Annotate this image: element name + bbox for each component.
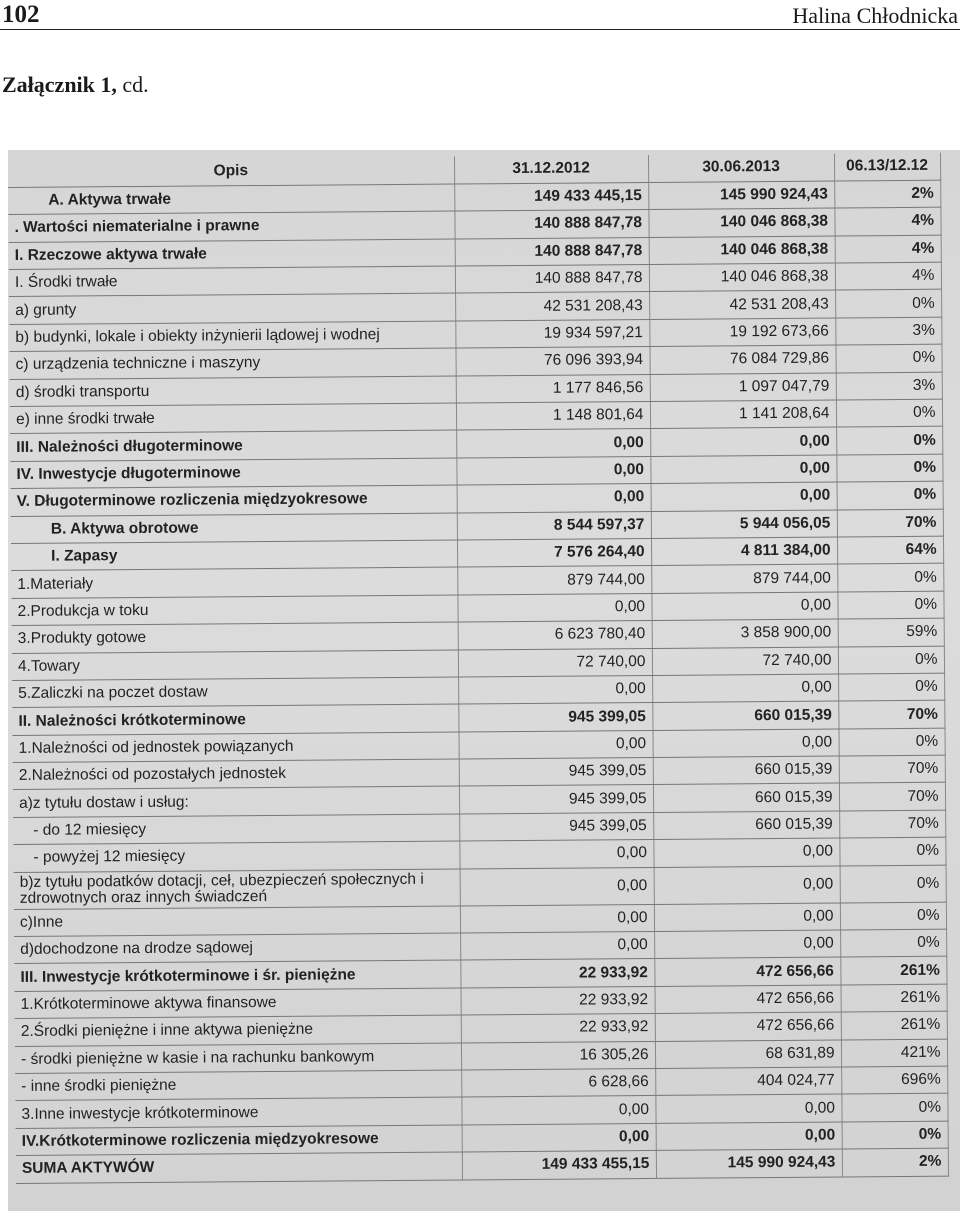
row-value-2013: 42 531 208,43 bbox=[649, 290, 835, 319]
row-value-2013: 879 744,00 bbox=[651, 564, 837, 593]
row-description: 2.Środki pieniężne i inne aktywa pieniężne bbox=[15, 1015, 461, 1046]
row-value-2013: 0,00 bbox=[652, 729, 838, 758]
row-ratio: 0% bbox=[836, 427, 942, 455]
row-ratio: 70% bbox=[837, 509, 943, 537]
row-ratio: 261% bbox=[841, 1011, 947, 1039]
row-value-2013: 140 046 868,38 bbox=[649, 236, 835, 265]
row-value-2012: 16 305,26 bbox=[461, 1041, 655, 1070]
page-number: 102 bbox=[2, 1, 40, 28]
row-value-2012: 1 177 846,56 bbox=[456, 374, 650, 403]
row-description: - powyżej 12 miesięcy bbox=[13, 841, 459, 872]
row-value-2012: 1 148 801,64 bbox=[456, 401, 650, 430]
row-value-2013: 0,00 bbox=[650, 427, 836, 456]
row-value-2012: 140 888 847,78 bbox=[455, 237, 649, 266]
column-header-description: Opis bbox=[8, 156, 454, 187]
row-value-2012: 22 933,92 bbox=[461, 986, 655, 1015]
row-description: 1.Krótkoterminowe aktywa finansowe bbox=[15, 988, 461, 1019]
row-description: I. Rzeczowe aktywa trwałe bbox=[9, 239, 455, 270]
row-description: A. Aktywa trwałe bbox=[8, 184, 454, 215]
row-value-2012: 0,00 bbox=[459, 840, 653, 869]
row-description: II. Należności krótkoterminowe bbox=[12, 704, 458, 735]
row-value-2013: 4 811 384,00 bbox=[651, 537, 837, 566]
row-description: 4.Towary bbox=[12, 650, 458, 681]
row-value-2013: 72 740,00 bbox=[652, 647, 838, 676]
row-value-2012: 8 544 597,37 bbox=[457, 511, 651, 540]
row-value-2012: 0,00 bbox=[461, 1096, 655, 1125]
row-ratio: 0% bbox=[837, 591, 943, 619]
row-value-2012: 149 433 445,15 bbox=[454, 182, 648, 211]
row-ratio: 0% bbox=[839, 837, 945, 865]
row-value-2012: 0,00 bbox=[460, 904, 654, 933]
row-description: d) środki transportu bbox=[10, 376, 456, 407]
appendix-suffix: cd. bbox=[122, 72, 149, 97]
row-ratio: 0% bbox=[836, 454, 942, 482]
row-ratio: 70% bbox=[839, 810, 945, 838]
row-value-2013: 140 046 868,38 bbox=[648, 208, 834, 237]
row-value-2013: 0,00 bbox=[650, 455, 836, 484]
row-value-2012: 22 933,92 bbox=[460, 959, 654, 988]
row-ratio: 0% bbox=[836, 399, 942, 427]
row-description: I. Środki trwałe bbox=[9, 266, 455, 297]
row-ratio: 0% bbox=[840, 865, 946, 903]
row-value-2012: 6 623 780,40 bbox=[458, 621, 652, 650]
row-value-2012: 0,00 bbox=[460, 931, 654, 960]
row-value-2012: 0,00 bbox=[456, 456, 650, 485]
row-ratio: 4% bbox=[834, 207, 940, 235]
row-description: b) budynki, lokale i obiekty inżynierii lądowej i wodnej bbox=[9, 321, 455, 352]
column-header-2012: 31.12.2012 bbox=[454, 155, 648, 184]
row-value-2013: 472 656,66 bbox=[655, 985, 841, 1014]
row-value-2012: 6 628,66 bbox=[461, 1068, 655, 1097]
row-value-2012: 140 888 847,78 bbox=[454, 210, 648, 239]
row-value-2013: 404 024,77 bbox=[655, 1067, 841, 1096]
row-description: SUMA AKTYWÓW bbox=[16, 1152, 462, 1183]
author-name: Halina Chłodnicka bbox=[792, 3, 958, 28]
row-value-2013: 0,00 bbox=[654, 903, 840, 932]
row-value-2013: 1 141 208,64 bbox=[650, 400, 836, 429]
row-value-2013: 0,00 bbox=[654, 866, 840, 904]
row-value-2013: 19 192 673,66 bbox=[649, 318, 835, 347]
balance-sheet-table bbox=[8, 153, 949, 1184]
row-ratio: 696% bbox=[841, 1066, 947, 1094]
row-value-2013: 660 015,39 bbox=[653, 811, 839, 840]
row-description: III. Należności długoterminowe bbox=[10, 430, 456, 461]
row-value-2012: 140 888 847,78 bbox=[455, 265, 649, 294]
row-value-2012: 0,00 bbox=[457, 484, 651, 513]
row-ratio: 64% bbox=[837, 536, 943, 564]
row-description: a)z tytułu dostaw i usług: bbox=[13, 786, 459, 817]
row-value-2012: 42 531 208,43 bbox=[455, 292, 649, 321]
row-description: d)dochodzone na drodze sądowej bbox=[14, 933, 460, 964]
row-value-2013: 0,00 bbox=[654, 930, 840, 959]
row-value-2013: 0,00 bbox=[651, 482, 837, 511]
row-value-2012: 0,00 bbox=[456, 429, 650, 458]
row-description: 3.Produkty gotowe bbox=[12, 622, 458, 653]
row-value-2012: 149 433 455,15 bbox=[462, 1151, 656, 1180]
row-description: - inne środki pieniężne bbox=[15, 1070, 461, 1101]
row-description: 1.Materiały bbox=[11, 567, 457, 598]
row-value-2013: 0,00 bbox=[652, 674, 838, 703]
row-value-2013: 660 015,39 bbox=[653, 756, 839, 785]
row-ratio: 0% bbox=[840, 929, 946, 957]
row-ratio: 70% bbox=[839, 755, 945, 783]
row-description: 2.Produkcja w toku bbox=[11, 595, 457, 626]
row-description: a) grunty bbox=[9, 293, 455, 324]
appendix-label: Załącznik 1, bbox=[2, 72, 117, 97]
row-ratio: 4% bbox=[835, 262, 941, 290]
row-ratio: 0% bbox=[837, 564, 943, 592]
row-value-2013: 3 858 900,00 bbox=[652, 619, 838, 648]
row-description: I. Zapasy bbox=[11, 540, 457, 571]
row-value-2012: 945 399,05 bbox=[459, 758, 653, 787]
row-ratio: 0% bbox=[838, 728, 944, 756]
row-value-2013: 0,00 bbox=[653, 838, 839, 867]
row-ratio: 421% bbox=[841, 1039, 947, 1067]
row-ratio: 0% bbox=[841, 1094, 947, 1122]
row-value-2012: 945 399,05 bbox=[458, 703, 652, 732]
row-value-2013: 0,00 bbox=[651, 592, 837, 621]
row-value-2013: 76 084 729,86 bbox=[649, 345, 835, 374]
row-ratio: 0% bbox=[837, 481, 943, 509]
row-value-2012: 7 576 264,40 bbox=[457, 538, 651, 567]
row-value-2012: 0,00 bbox=[457, 593, 651, 622]
row-value-2013: 5 944 056,05 bbox=[651, 510, 837, 539]
row-description: c) urządzenia techniczne i maszyny bbox=[10, 348, 456, 379]
row-description: IV. Inwestycje długoterminowe bbox=[10, 458, 456, 489]
row-ratio: 3% bbox=[835, 317, 941, 345]
row-value-2012: 19 934 597,21 bbox=[455, 319, 649, 348]
row-ratio: 261% bbox=[841, 984, 947, 1012]
row-description: b)z tytułu podatków dotacji, ceł, ubezpieczeń społecznych i zdrowotnych oraz innych świadczeń bbox=[14, 869, 460, 910]
column-header-ratio: 06.13/12.12 bbox=[834, 153, 940, 181]
column-header-2013: 30.06.2013 bbox=[648, 154, 834, 183]
row-value-2012: 76 096 393,94 bbox=[455, 347, 649, 376]
row-value-2012: 72 740,00 bbox=[458, 648, 652, 677]
row-value-2012: 22 933,92 bbox=[461, 1014, 655, 1043]
row-ratio: 0% bbox=[838, 646, 944, 674]
row-description: - środki pieniężne w kasie i na rachunku bankowym bbox=[15, 1043, 461, 1074]
row-value-2013: 660 015,39 bbox=[652, 701, 838, 730]
row-ratio: 70% bbox=[839, 783, 945, 811]
row-value-2012: 879 744,00 bbox=[457, 566, 651, 595]
row-description: V. Długoterminowe rozliczenia międzyokresowe bbox=[11, 485, 457, 516]
page-header bbox=[0, 0, 960, 30]
appendix-caption bbox=[2, 72, 149, 98]
row-description: 3.Inne inwestycje krótkoterminowe bbox=[15, 1097, 461, 1128]
row-value-2013: 472 656,66 bbox=[654, 957, 840, 986]
row-description: 5.Zaliczki na poczet dostaw bbox=[12, 677, 458, 708]
row-value-2013: 0,00 bbox=[655, 1094, 841, 1123]
row-description: - do 12 miesięcy bbox=[13, 814, 459, 845]
row-value-2013: 660 015,39 bbox=[653, 783, 839, 812]
row-value-2013: 140 046 868,38 bbox=[649, 263, 835, 292]
row-description: 1.Należności od jednostek powiązanych bbox=[13, 732, 459, 763]
row-description: III. Inwestycje krótkoterminowe i śr. pieniężne bbox=[14, 960, 460, 991]
row-description: . Wartości niematerialne i prawne bbox=[8, 211, 454, 242]
row-ratio: 2% bbox=[834, 180, 940, 208]
row-ratio: 59% bbox=[838, 618, 944, 646]
row-value-2013: 0,00 bbox=[656, 1122, 842, 1151]
row-ratio: 261% bbox=[840, 957, 946, 985]
row-ratio: 0% bbox=[840, 902, 946, 930]
row-ratio: 0% bbox=[835, 344, 941, 372]
row-ratio: 4% bbox=[835, 235, 941, 263]
row-value-2013: 472 656,66 bbox=[655, 1012, 841, 1041]
row-value-2012: 945 399,05 bbox=[459, 812, 653, 841]
scanned-table-image bbox=[8, 150, 960, 1211]
row-description: 2.Należności od pozostałych jednostek bbox=[13, 759, 459, 790]
row-ratio: 2% bbox=[842, 1148, 948, 1176]
row-value-2013: 145 990 924,43 bbox=[648, 181, 834, 210]
row-ratio: 0% bbox=[842, 1121, 948, 1149]
row-value-2013: 1 097 047,79 bbox=[650, 373, 836, 402]
row-description: B. Aktywa obrotowe bbox=[11, 513, 457, 544]
row-value-2012: 0,00 bbox=[459, 730, 653, 759]
table-body bbox=[8, 180, 948, 1183]
row-description: e) inne środki trwałe bbox=[10, 403, 456, 434]
row-description: c)Inne bbox=[14, 906, 460, 937]
row-value-2012: 0,00 bbox=[462, 1123, 656, 1152]
row-ratio: 3% bbox=[836, 372, 942, 400]
row-value-2012: 0,00 bbox=[460, 867, 654, 906]
row-ratio: 70% bbox=[838, 700, 944, 728]
row-ratio: 0% bbox=[838, 673, 944, 701]
row-ratio: 0% bbox=[835, 290, 941, 318]
row-value-2012: 0,00 bbox=[458, 675, 652, 704]
row-value-2013: 68 631,89 bbox=[655, 1040, 841, 1069]
row-value-2012: 945 399,05 bbox=[459, 785, 653, 814]
row-value-2013: 145 990 924,43 bbox=[656, 1149, 842, 1178]
row-description: IV.Krótkoterminowe rozliczenia międzyokresowe bbox=[16, 1125, 462, 1156]
